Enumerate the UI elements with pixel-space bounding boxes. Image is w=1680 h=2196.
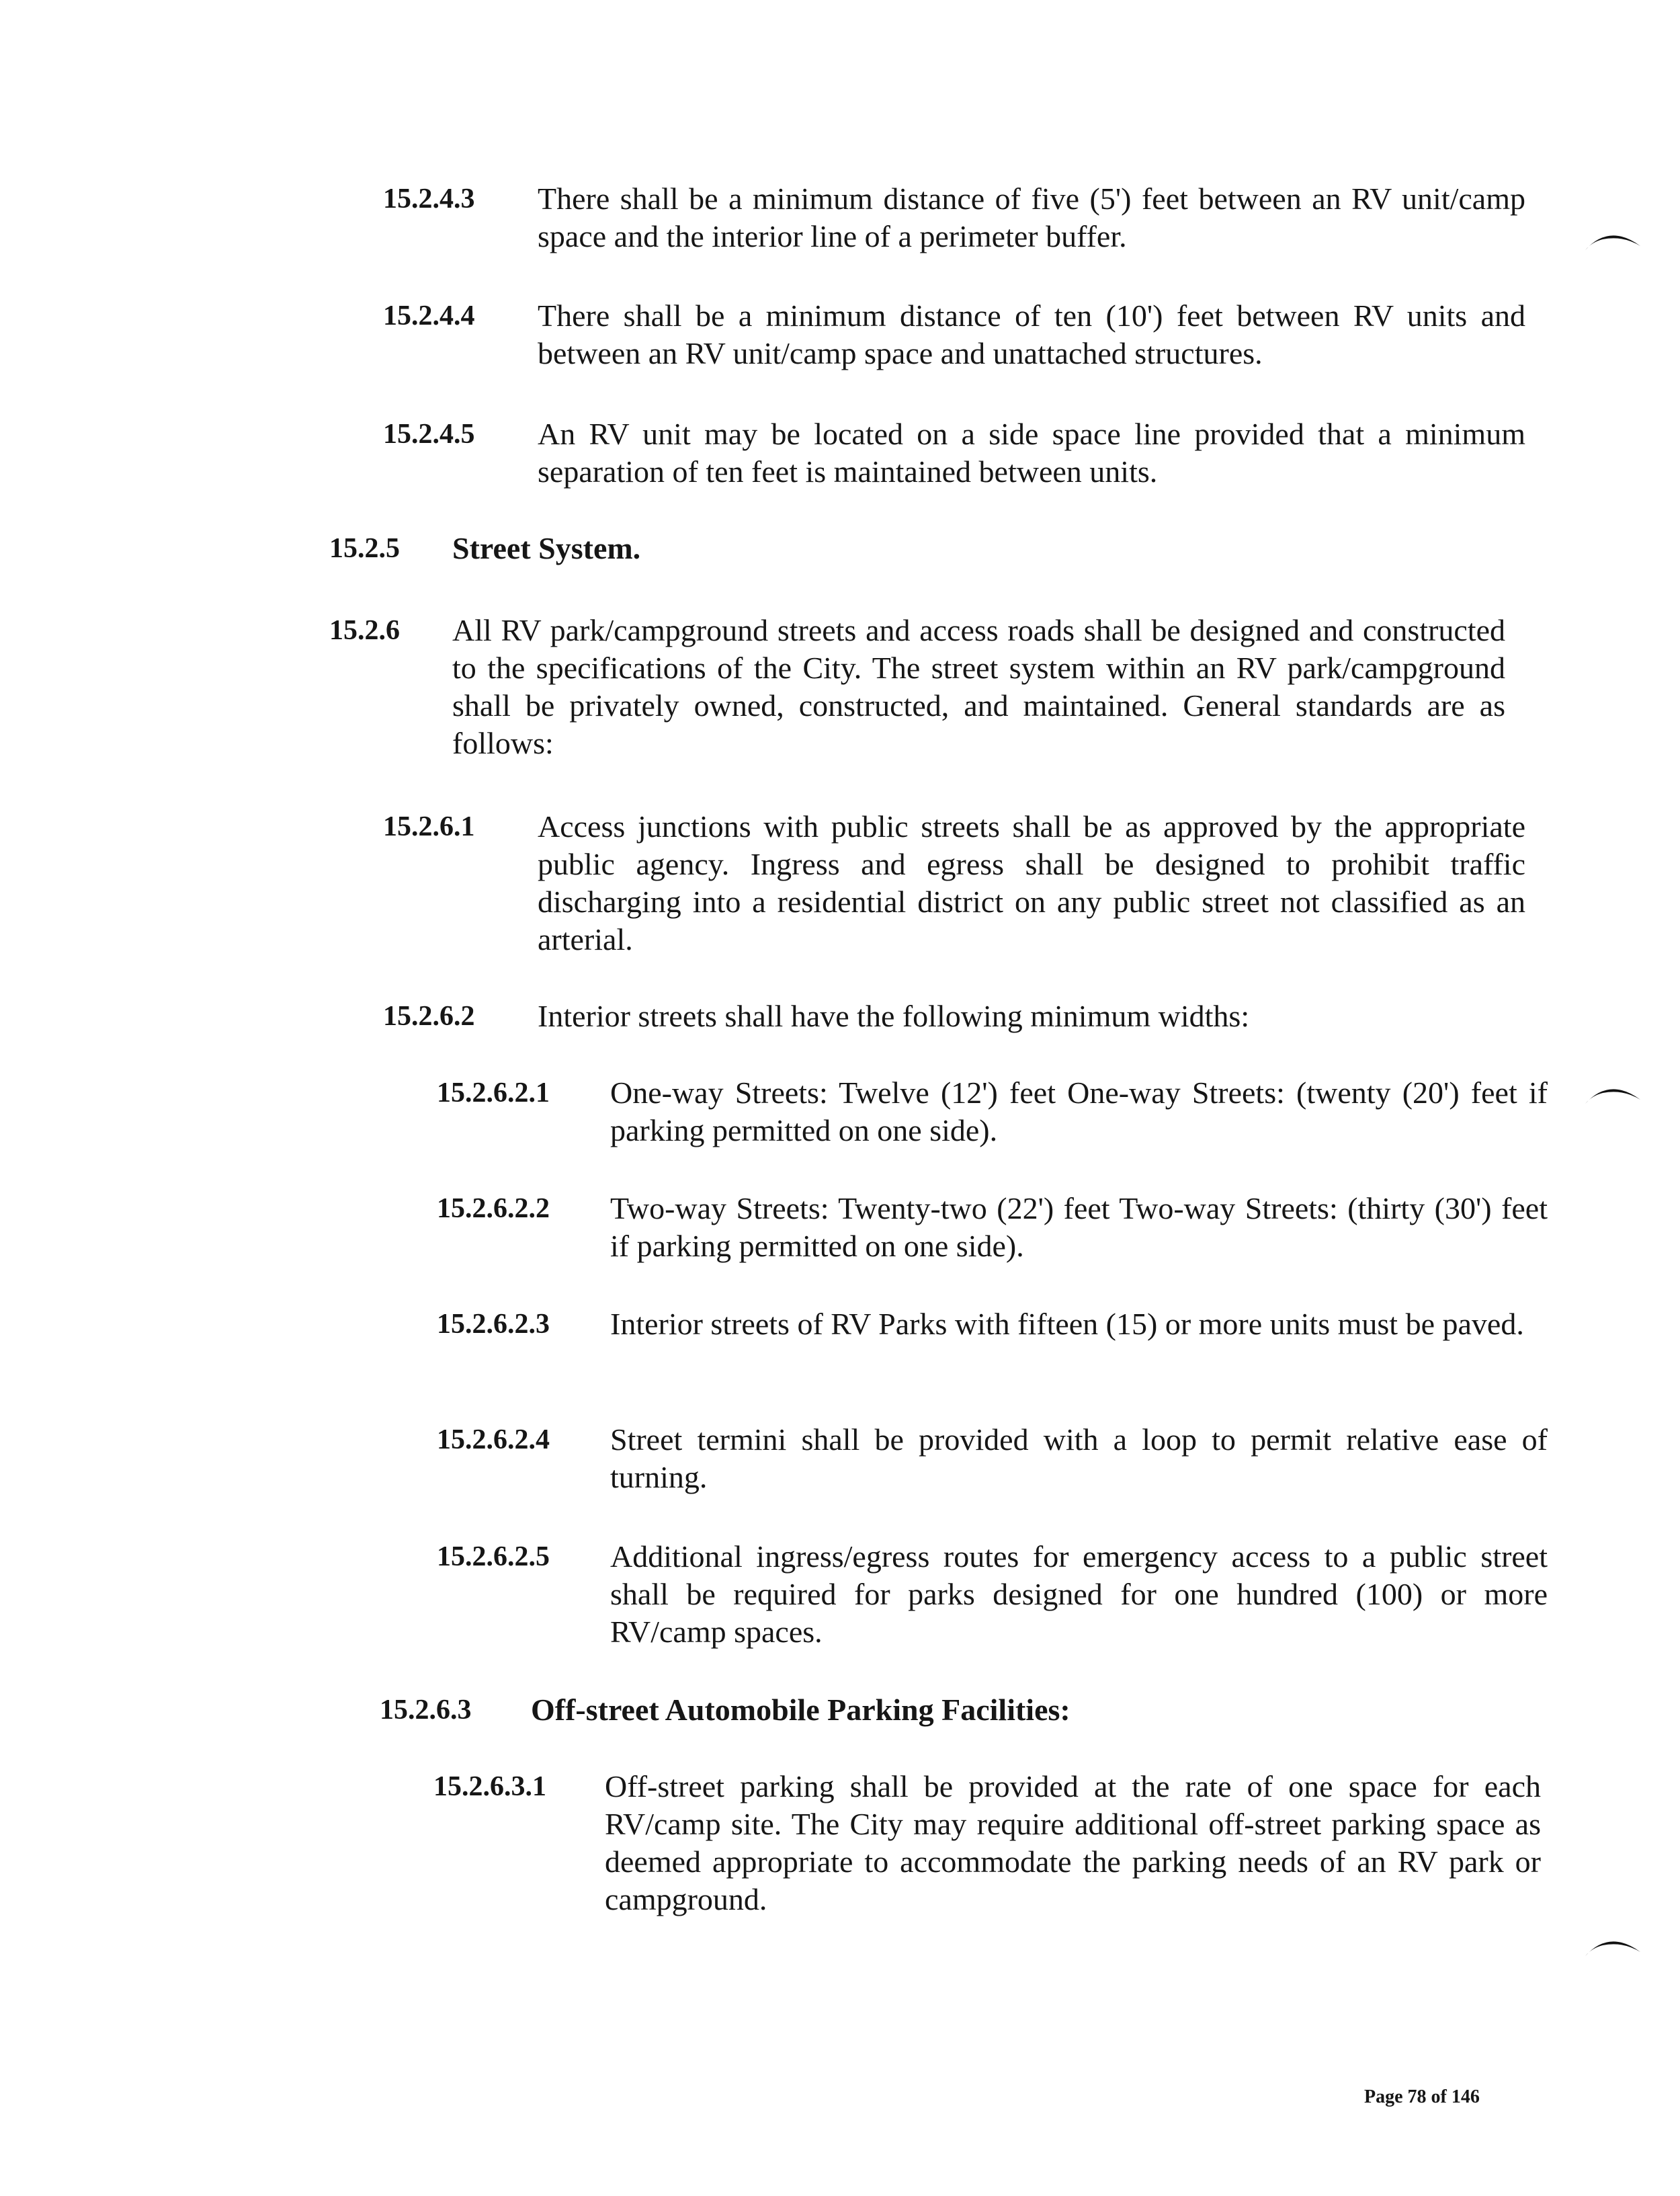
punch-hole-mark (1583, 1932, 1643, 1959)
punch-hole-mark (1583, 226, 1643, 253)
section-text: Interior streets shall have the following minimum widths: (538, 999, 1250, 1033)
section-number: 15.2.5 (329, 533, 400, 564)
section-text: Access junctions with public streets shall be as approved by the appropriate public agency. Ingress and egress shall be designed to prohibit traffic discharging into a residential district on any public street not classified as an arterial. (538, 809, 1525, 957)
section-text: All RV park/campground streets and access roads shall be designed and constructed to the specifications of the City. The street system within an RV park/campground shall be privately owned, constructed, and maintained. General standards are as follows: (452, 613, 1505, 760)
section-heading: Street System. (452, 531, 641, 565)
section-heading: Off-street Automobile Parking Facilities: (531, 1693, 1070, 1727)
section-text: There shall be a minimum distance of ten (10') feet between RV units and between an RV unit/camp space and unattached structures. (538, 298, 1525, 370)
section-number: 15.2.6.2.1 (437, 1077, 550, 1108)
section-text: Off-street parking shall be provided at the rate of one space for each RV/camp site. The City may require additional off-street parking space as deemed appropriate to accommodate the parking needs of an RV park or campground. (605, 1769, 1541, 1916)
section-text: One-way Streets: Twelve (12') feet One-way Streets: (twenty (20') feet if parking permitted on one side). (610, 1075, 1548, 1147)
section-text: An RV unit may be located on a side space line provided that a minimum separation of ten feet is maintained between units. (538, 417, 1525, 489)
section-number: 15.2.6.2.2 (437, 1193, 550, 1224)
section-number: 15.2.4.4 (383, 300, 475, 331)
page-number: Page 78 of 146 (1364, 2086, 1480, 2107)
section-number: 15.2.6.3.1 (433, 1771, 546, 1802)
punch-hole-mark (1583, 1080, 1643, 1106)
section-number: 15.2.6.1 (383, 811, 475, 842)
section-number: 15.2.6 (329, 615, 400, 646)
section-number: 15.2.6.2.4 (437, 1424, 550, 1455)
section-number: 15.2.4.3 (383, 184, 475, 214)
section-text: Interior streets of RV Parks with fifteen (15) or more units must be paved. (610, 1307, 1524, 1341)
section-number: 15.2.4.5 (383, 419, 475, 450)
section-text: Two-way Streets: Twenty-two (22') feet Two-way Streets: (thirty (30') feet if parking permitted on one side). (610, 1191, 1548, 1263)
section-number: 15.2.6.2.5 (437, 1541, 550, 1572)
section-number: 15.2.6.3 (380, 1695, 472, 1725)
section-number: 15.2.6.2 (383, 1001, 475, 1032)
section-text: Additional ingress/egress routes for emergency access to a public street shall be required for parks designed for one hundred (100) or more RV/camp spaces. (610, 1539, 1548, 1649)
section-text: Street termini shall be provided with a loop to permit relative ease of turning. (610, 1422, 1548, 1494)
section-text: There shall be a minimum distance of five (5') feet between an RV unit/camp space and the interior line of a perimeter buffer. (538, 181, 1525, 253)
section-number: 15.2.6.2.3 (437, 1309, 550, 1340)
